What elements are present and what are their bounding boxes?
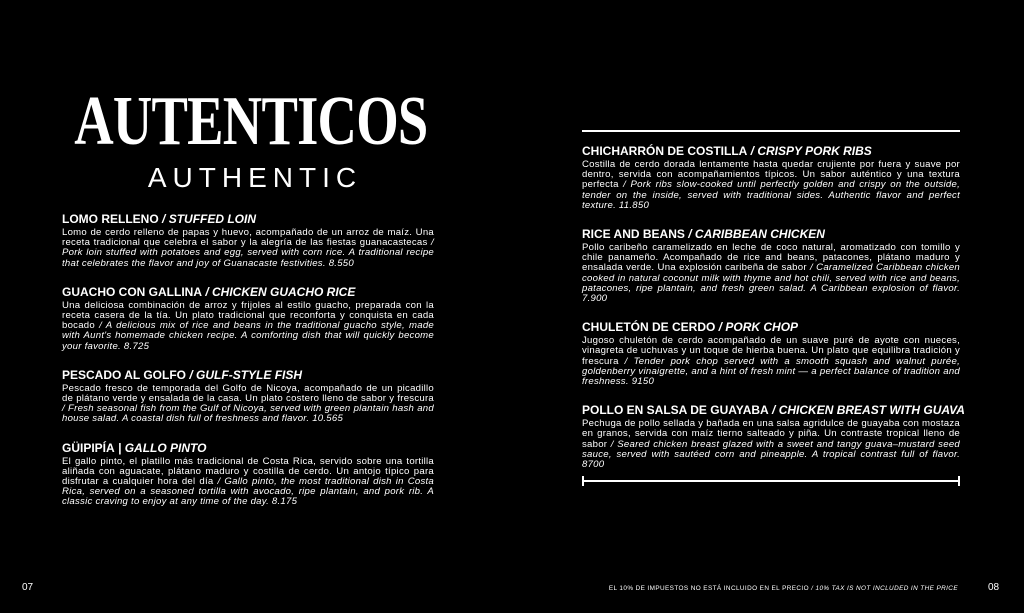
dish-price: 8.175 <box>271 496 298 508</box>
dish-desc-en: Seared chicken breast glazed with a sweet and tangy guava–mustard seed sauce, served with sautéed corn and pineapple. A tropical contrast full of flavor. <box>582 438 960 460</box>
dish-description <box>582 160 960 211</box>
dish-desc-sep: / <box>427 237 434 249</box>
dish-name-sep: | <box>114 440 125 455</box>
left-menu-column <box>62 212 434 524</box>
dish-description <box>582 336 960 387</box>
dish-desc-sep: / <box>607 438 618 450</box>
dish-price: 8.550 <box>328 257 354 269</box>
menu-item <box>582 144 960 211</box>
dish-name-en: CHICKEN GUACHO RICE <box>212 284 356 299</box>
dish-name-en: PORK CHOP <box>725 320 799 335</box>
dish-name-sep: / <box>684 227 695 242</box>
dish-name-es: RICE AND BEANS <box>582 227 685 242</box>
dish-desc-en: Pork loin stuffed with potatoes and egg, served with corn rice. A traditional recipe that celebrates the flavor and joy of Guanacaste festivities. <box>62 247 434 269</box>
right-menu-column <box>582 144 965 486</box>
dish-price: 8.725 <box>123 340 150 352</box>
dish-desc-es: Pescado fresco de temporada del Golfo de Nicoya, acompañado de un picadillo de plátano verde y ensalada de la casa. Un plato costero lleno de sabor y frescura <box>62 382 434 405</box>
menu-item <box>582 227 960 304</box>
dish-name-en: CARIBBEAN CHICKEN <box>694 227 825 242</box>
dish-desc-sep: / <box>806 262 817 274</box>
dish-name-en: STUFFED LOIN <box>168 212 257 226</box>
dish-price: 8700 <box>582 459 605 471</box>
dish-name-sep: / <box>715 320 726 335</box>
page-number-right: 08 <box>988 582 1000 593</box>
dish-name-en: GULF-STYLE FISH <box>196 367 303 382</box>
menu-item <box>62 368 434 425</box>
dish-description <box>582 243 960 304</box>
dish-price: 11.850 <box>618 199 650 211</box>
dish-desc-es: Costilla de cerdo dorada lentamente hasta quedar crujiente por fuera y suave por dentro, servida con acompañamientos típicos. Un sabor auténtico y una textura perfecta <box>582 159 960 191</box>
dish-name <box>582 403 965 418</box>
dish-name <box>582 144 960 159</box>
dish-desc-sep: / <box>62 403 69 415</box>
dish-description <box>582 419 960 470</box>
dish-desc-en: A delicious mix of rice and beans in the traditional guacho style, made with Aunt's homemade chicken recipe. A comforting dish that will quickly become your favorite. <box>62 320 434 352</box>
dish-name-es: CHICHARRÓN DE COSTILLA <box>582 144 748 158</box>
dish-name <box>582 227 960 242</box>
dish-name <box>62 441 434 456</box>
tax-note-en: 10% TAX IS NOT INCLUDED IN THE PRICE <box>815 585 958 592</box>
menu-item <box>62 212 434 269</box>
dish-name-sep: / <box>202 284 213 299</box>
page-subtitle: AUTHENTIC <box>147 162 363 193</box>
dish-desc-sep: / <box>618 355 634 367</box>
page-title: AUTENTICOS <box>74 83 428 160</box>
dish-name <box>62 285 434 300</box>
tax-note-sep: / <box>808 585 816 592</box>
menu-item <box>582 320 960 387</box>
dish-name <box>62 212 434 227</box>
dish-desc-es: Pollo caribeño caramelizado en leche de coco natural, aromatizado con tomillo y chile panameño. Acompañado de rice and beans, patacones, plátano maduro y ensalada verde. Una explosión caribeña de sabor <box>582 242 960 274</box>
tax-note-es: EL 10% DE IMPUESTOS NO ESTÁ INCLUIDO EN EL PRECIO <box>608 585 809 592</box>
dish-name-sep: / <box>747 144 758 158</box>
dish-desc-es: Una deliciosa combinación de arroz y frijoles al estilo guacho, preparada con la receta casera de la tía. Un plato tradicional que reconforta y conquista en cada bocado <box>62 299 434 332</box>
dish-name <box>582 320 960 335</box>
dish-desc-es: Jugoso chuletón de cerdo acompañado de un suave puré de ayote con nueces, vinagreta de uchuvas y un toque de hierba buena. Un plato que equilibra tradición y frescura <box>582 335 960 367</box>
page-number-left: 07 <box>22 582 34 593</box>
dish-name-en: CHICKEN BREAST WITH GUAVA <box>778 403 965 418</box>
dish-description <box>62 457 434 508</box>
dish-desc-en: Gallo pinto, the most traditional dish in Costa Rica, served on a seasoned tortilla with avocado, ripe plantain, and pork rib. A classic craving to enjoy at any time of the day. <box>62 476 435 508</box>
dish-description <box>62 301 434 352</box>
bottom-divider <box>582 480 960 482</box>
dish-desc-en: Caramelized Caribbean chicken cooked in natural coconut milk with thyme and hot chili, served with rice and beans, patacones, ripe plantain, and fresh green salad. A Caribbean explosion of flavor. <box>582 262 960 294</box>
dish-desc-es: Pechuga de pollo sellada y bañada en una salsa agridulce de guayaba con mostaza en granos, servida con maíz tierno salteado y piña. Un contraste tropical lleno de sabor <box>582 418 960 450</box>
menu-item <box>62 441 434 508</box>
dish-desc-es: El gallo pinto, el platillo más tradicional de Costa Rica, servido sobre una tortilla aliñada con aguacate, plátano maduro y costilla de cerdo. Un antojo típico para disfrutar a cualquier hora del día <box>62 455 434 488</box>
dish-name-es: GUACHO CON GALLINA <box>62 284 202 299</box>
dish-desc-sep: / <box>213 476 225 488</box>
top-divider <box>582 130 960 132</box>
dish-name-en: CRISPY PORK RIBS <box>757 144 872 158</box>
dish-desc-sep: / <box>94 320 106 332</box>
dish-name-sep: / <box>768 403 779 418</box>
dish-name-es: POLLO EN SALSA DE GUAYABA <box>582 403 769 418</box>
menu-item <box>62 285 434 352</box>
dish-description <box>62 228 434 269</box>
dish-name-es: PESCADO AL GOLFO <box>62 367 187 382</box>
dish-desc-en: Pork ribs slow-cooked until perfectly golden and crispy on the outside, tender on the inside, served with traditional sides. Authentic flavor and perfect texture. <box>582 179 961 211</box>
dish-price: 9150 <box>631 376 655 388</box>
dish-desc-en: Tender pork chop served with a smooth squash and walnut purée, goldenberry vinaigrette, and a hint of fresh mint — a perfect balance of tradition and freshness. <box>582 355 960 388</box>
tax-note <box>586 585 958 592</box>
dish-name-es: CHULETÓN DE CERDO <box>582 320 716 335</box>
dish-name-es: LOMO RELLENO <box>62 212 159 226</box>
dish-name-en: GALLO PINTO <box>124 440 207 455</box>
dish-price: 7.900 <box>582 293 608 305</box>
dish-description <box>62 384 434 425</box>
dish-price: 10.565 <box>312 413 344 425</box>
dish-desc-en: Fresh seasonal fish from the Gulf of Nicoya, served with green plantain hash and house salad. A coastal dish full of freshness and flavor. <box>62 403 434 425</box>
dish-name-es: GÜIPIPÍA <box>62 440 115 455</box>
dish-desc-sep: / <box>618 179 631 191</box>
dish-desc-es: Lomo de cerdo relleno de papas y huevo, acompañado de un arroz de maíz. Una receta tradicional que celebra el sabor y la alegría de las fiestas guanacastecas <box>62 227 434 249</box>
dish-name <box>62 368 434 383</box>
dish-name-sep: / <box>186 367 197 382</box>
dish-name-sep: / <box>158 212 169 226</box>
menu-item <box>582 403 965 471</box>
